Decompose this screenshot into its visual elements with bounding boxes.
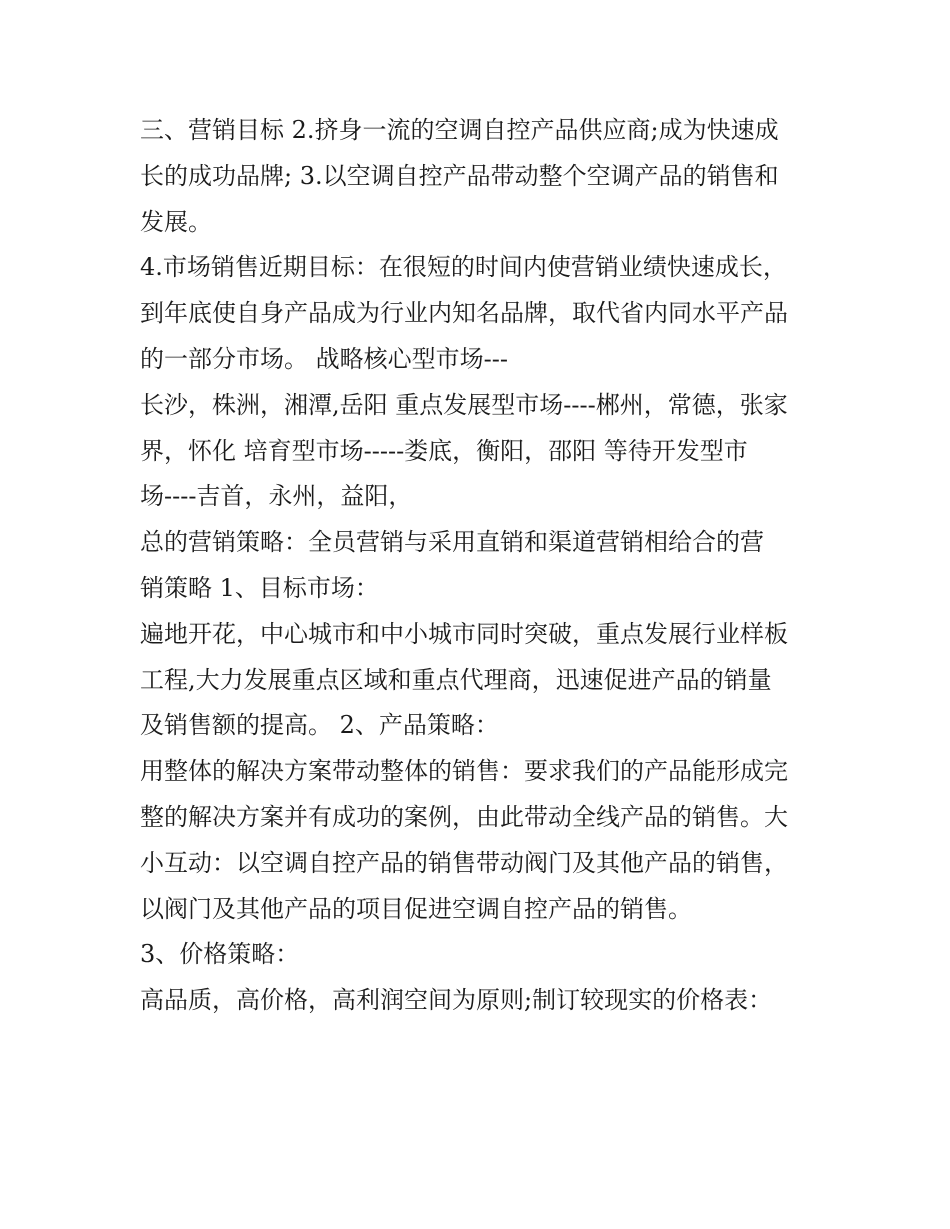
text-line: 用整体的解决方案带动整体的销售：要求我们的产品能形成完 bbox=[140, 757, 788, 786]
text-line: 高品质，高价格，高利润空间为原则;制订较现实的价格表： bbox=[140, 986, 773, 1015]
text-line: 销策略 1、目标市场： bbox=[140, 573, 379, 602]
text-line: 到年底使自身产品成为行业内知名品牌，取代省内同水平产品 bbox=[140, 299, 788, 328]
text-line: 3、价格策略： bbox=[140, 940, 300, 969]
text-line: 场----吉首，永州，益阳， bbox=[140, 482, 413, 511]
text-line: 总的营销策略：全员营销与采用直销和渠道营销相给合的营 bbox=[140, 528, 764, 557]
text-line: 长的成功品牌; 3.以空调自控产品带动整个空调产品的销售和 bbox=[140, 161, 779, 190]
text-line: 长沙，株洲，湘潭,岳阳 重点发展型市场----郴州，常德，张家 bbox=[140, 390, 788, 419]
text-line: 遍地开花，中心城市和中小城市同时突破，重点发展行业样板 bbox=[140, 619, 788, 648]
text-line: 4.市场销售近期目标：在很短的时间内使营销业绩快速成长， bbox=[140, 253, 787, 282]
document-body bbox=[140, 108, 820, 1024]
text-line: 小互动：以空调自控产品的销售带动阀门及其他产品的销售， bbox=[140, 848, 788, 877]
text-line: 工程,大力发展重点区域和重点代理商，迅速促进产品的销量 bbox=[140, 665, 772, 694]
text-line: 及销售额的提高。 2、产品策略： bbox=[140, 711, 499, 740]
text-line: 整的解决方案并有成功的案例，由此带动全线产品的销售。大 bbox=[140, 802, 788, 831]
text-line: 以阀门及其他产品的项目促进空调自控产品的销售。 bbox=[140, 894, 692, 923]
text-line: 的一部分市场。 战略核心型市场--- bbox=[140, 344, 508, 373]
text-line: 三、营销目标 2.挤身一流的空调自控产品供应商;成为快速成 bbox=[140, 116, 779, 144]
text-line: 界，怀化 培育型市场-----娄底，衡阳，邵阳 等待开发型市 bbox=[140, 436, 748, 465]
text-line: 发展。 bbox=[140, 207, 212, 236]
